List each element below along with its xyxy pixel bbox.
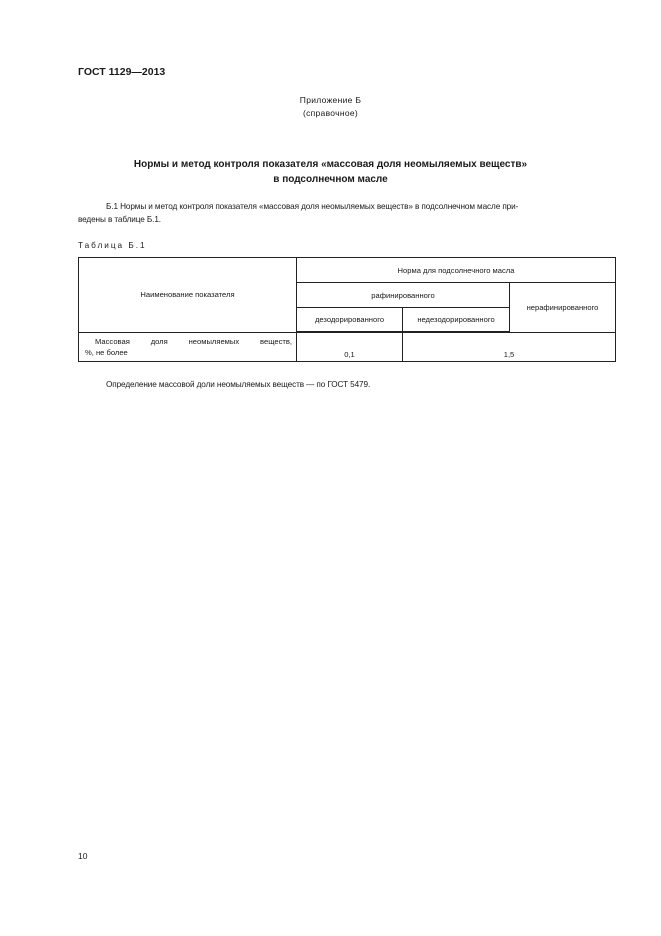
- section-title-line1: Нормы и метод контроля показателя «массовая доля неомыляемых веществ»: [133, 159, 528, 170]
- row-indicator-name-line2: %, не более: [85, 347, 128, 357]
- table-row: [79, 332, 616, 362]
- section-title-line2: в подсолнечном масле: [273, 174, 388, 185]
- row-indicator-name: [79, 332, 297, 362]
- cell-value-deodorized: 0,1: [297, 332, 403, 362]
- paragraph-b1-line2: ведены в таблице Б.1.: [78, 215, 161, 224]
- cell-value-nondeodorized-unrefined: 1,5: [403, 332, 616, 362]
- row-indicator-name-line1: Массовая доля неомыляемых веществ,: [95, 336, 292, 346]
- appendix-title: Приложение Б: [299, 95, 362, 105]
- column-header-nondeodorized: недезодорированного: [403, 308, 510, 333]
- column-header-refined: рафинированного: [297, 283, 510, 308]
- paragraph-method-reference: Определение массовой доли неомыляемых веществ — по ГОСТ 5479.: [106, 380, 371, 389]
- norms-table: [78, 257, 616, 362]
- column-header-unrefined: нерафинированного: [510, 283, 616, 333]
- column-header-norm-group: Норма для подсолнечного масла: [297, 258, 616, 283]
- column-header-indicator-name: Наименование показателя: [79, 258, 297, 333]
- appendix-kind: (справочное): [302, 108, 359, 118]
- table-caption: Таблица Б.1: [78, 241, 147, 250]
- document-code-header: ГОСТ 1129—2013: [78, 66, 166, 78]
- page-number: 10: [78, 851, 88, 861]
- column-header-deodorized: дезодорированного: [297, 308, 403, 333]
- paragraph-b1-line1: Б.1 Нормы и метод контроля показателя «массовая доля неомыляемых веществ» в подсолнечном масле при-: [106, 202, 519, 211]
